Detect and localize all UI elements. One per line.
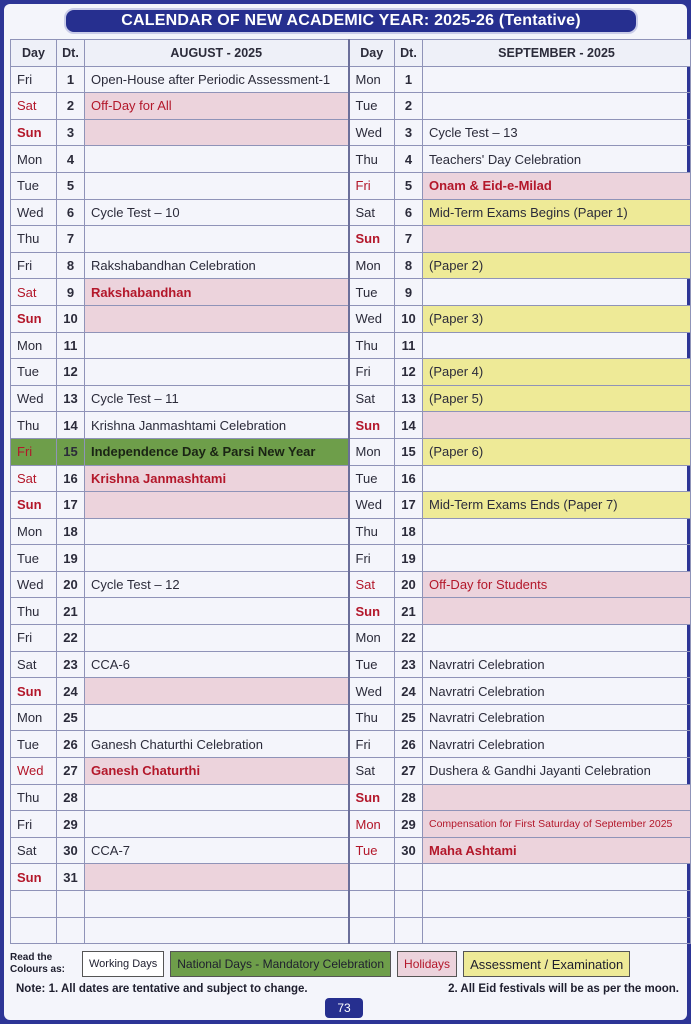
september-date-cell: 4: [395, 146, 423, 173]
calendar-row: [11, 438, 691, 465]
september-event-cell: Onam & Eid-e-Milad: [423, 172, 691, 199]
september-date-cell: 21: [395, 598, 423, 625]
august-date-cell: 18: [57, 518, 85, 545]
august-event-cell: [85, 704, 349, 731]
september-event-cell: [423, 917, 691, 944]
calendar-row: [11, 359, 691, 386]
september-day-cell: Tue: [349, 93, 395, 120]
september-day-cell: Thu: [349, 704, 395, 731]
september-event-cell: Navratri Celebration: [423, 704, 691, 731]
august-event-cell: CCA-6: [85, 651, 349, 678]
august-event-cell: Open-House after Periodic Assessment-1: [85, 66, 349, 93]
calendar-row: [11, 837, 691, 864]
september-event-cell: [423, 465, 691, 492]
august-day-cell: Fri: [11, 625, 57, 652]
august-date-cell: 6: [57, 199, 85, 226]
header-september: SEPTEMBER - 2025: [423, 40, 691, 67]
september-date-cell: 28: [395, 784, 423, 811]
august-date-cell: 29: [57, 811, 85, 838]
august-date-cell: 3: [57, 119, 85, 146]
september-date-cell: 15: [395, 438, 423, 465]
august-day-cell: Tue: [11, 359, 57, 386]
calendar-row: [11, 172, 691, 199]
august-day-cell: Sat: [11, 651, 57, 678]
august-event-cell: Cycle Test – 11: [85, 385, 349, 412]
august-event-cell: [85, 359, 349, 386]
september-event-cell: [423, 518, 691, 545]
august-day-cell: [11, 917, 57, 944]
september-event-cell: [423, 279, 691, 306]
august-event-cell: [85, 226, 349, 253]
august-event-cell: [85, 146, 349, 173]
september-event-cell: [423, 412, 691, 439]
august-event-cell: [85, 891, 349, 918]
september-date-cell: 6: [395, 199, 423, 226]
august-event-cell: [85, 917, 349, 944]
september-event-cell: [423, 864, 691, 891]
august-day-cell: Thu: [11, 412, 57, 439]
september-day-cell: Sat: [349, 385, 395, 412]
august-event-cell: [85, 119, 349, 146]
calendar-table: [10, 39, 691, 944]
august-day-cell: Fri: [11, 66, 57, 93]
september-day-cell: Fri: [349, 545, 395, 572]
august-date-cell: 22: [57, 625, 85, 652]
august-day-cell: Sun: [11, 678, 57, 705]
september-event-cell: Mid-Term Exams Begins (Paper 1): [423, 199, 691, 226]
legend-working-days: Working Days: [82, 951, 164, 977]
calendar-sheet: [4, 4, 687, 1020]
september-day-cell: Thu: [349, 146, 395, 173]
september-event-cell: Navratri Celebration: [423, 678, 691, 705]
color-legend: [10, 949, 690, 979]
august-event-cell: Off-Day for All: [85, 93, 349, 120]
header-day-aug: Day: [11, 40, 57, 67]
legend-assessment: Assessment / Examination: [463, 951, 630, 977]
september-event-cell: Dushera & Gandhi Jayanti Celebration: [423, 758, 691, 785]
august-event-cell: Cycle Test – 12: [85, 571, 349, 598]
calendar-row: [11, 678, 691, 705]
august-date-cell: 17: [57, 492, 85, 519]
header-dt-aug: Dt.: [57, 40, 85, 67]
september-date-cell: 20: [395, 571, 423, 598]
august-day-cell: Mon: [11, 146, 57, 173]
calendar-row: [11, 571, 691, 598]
september-date-cell: [395, 864, 423, 891]
august-day-cell: Wed: [11, 571, 57, 598]
september-date-cell: 9: [395, 279, 423, 306]
august-day-cell: Sun: [11, 119, 57, 146]
calendar-body: [11, 66, 691, 944]
september-day-cell: Mon: [349, 811, 395, 838]
september-event-cell: [423, 332, 691, 359]
august-date-cell: 13: [57, 385, 85, 412]
august-event-cell: Krishna Janmashtami: [85, 465, 349, 492]
august-day-cell: Sun: [11, 305, 57, 332]
august-day-cell: Mon: [11, 704, 57, 731]
august-date-cell: 31: [57, 864, 85, 891]
calendar-row: [11, 758, 691, 785]
august-day-cell: Wed: [11, 758, 57, 785]
august-day-cell: Fri: [11, 252, 57, 279]
august-date-cell: 7: [57, 226, 85, 253]
september-event-cell: Navratri Celebration: [423, 651, 691, 678]
august-date-cell: 9: [57, 279, 85, 306]
august-day-cell: Sun: [11, 492, 57, 519]
september-event-cell: Teachers' Day Celebration: [423, 146, 691, 173]
calendar-row: [11, 305, 691, 332]
september-date-cell: 16: [395, 465, 423, 492]
august-day-cell: Sat: [11, 93, 57, 120]
september-day-cell: Mon: [349, 66, 395, 93]
header-august: AUGUST - 2025: [85, 40, 349, 67]
september-event-cell: [423, 545, 691, 572]
september-date-cell: 12: [395, 359, 423, 386]
august-date-cell: 30: [57, 837, 85, 864]
august-date-cell: 16: [57, 465, 85, 492]
september-event-cell: [423, 66, 691, 93]
page-number: 73: [325, 998, 363, 1018]
calendar-row: [11, 891, 691, 918]
august-day-cell: Sun: [11, 864, 57, 891]
august-date-cell: 27: [57, 758, 85, 785]
september-date-cell: 18: [395, 518, 423, 545]
august-date-cell: 28: [57, 784, 85, 811]
september-date-cell: 23: [395, 651, 423, 678]
calendar-row: [11, 492, 691, 519]
august-event-cell: Ganesh Chaturthi: [85, 758, 349, 785]
august-date-cell: 1: [57, 66, 85, 93]
september-date-cell: 30: [395, 837, 423, 864]
calendar-row: [11, 864, 691, 891]
august-event-cell: [85, 492, 349, 519]
august-date-cell: 21: [57, 598, 85, 625]
september-date-cell: [395, 917, 423, 944]
september-day-cell: Sat: [349, 571, 395, 598]
september-day-cell: Tue: [349, 651, 395, 678]
calendar-row: [11, 545, 691, 572]
september-event-cell: (Paper 5): [423, 385, 691, 412]
august-event-cell: [85, 678, 349, 705]
calendar-row: [11, 412, 691, 439]
august-date-cell: 12: [57, 359, 85, 386]
august-day-cell: Sat: [11, 465, 57, 492]
note-eid: 2. All Eid festivals will be as per the moon.: [448, 983, 679, 995]
calendar-row: [11, 465, 691, 492]
september-day-cell: Thu: [349, 332, 395, 359]
september-day-cell: Mon: [349, 252, 395, 279]
august-date-cell: [57, 917, 85, 944]
header-row: [11, 40, 691, 67]
august-date-cell: 26: [57, 731, 85, 758]
september-day-cell: Sun: [349, 598, 395, 625]
september-date-cell: 26: [395, 731, 423, 758]
september-day-cell: Wed: [349, 305, 395, 332]
august-date-cell: [57, 891, 85, 918]
august-day-cell: Tue: [11, 545, 57, 572]
september-date-cell: 13: [395, 385, 423, 412]
september-date-cell: 7: [395, 226, 423, 253]
august-event-cell: [85, 598, 349, 625]
calendar-row: [11, 784, 691, 811]
august-date-cell: 24: [57, 678, 85, 705]
calendar-row: [11, 917, 691, 944]
calendar-row: [11, 252, 691, 279]
calendar-row: [11, 226, 691, 253]
august-event-cell: [85, 518, 349, 545]
september-event-cell: [423, 784, 691, 811]
september-date-cell: 10: [395, 305, 423, 332]
august-date-cell: 5: [57, 172, 85, 199]
august-day-cell: Fri: [11, 438, 57, 465]
september-date-cell: 2: [395, 93, 423, 120]
calendar-row: [11, 146, 691, 173]
august-date-cell: 10: [57, 305, 85, 332]
september-date-cell: 17: [395, 492, 423, 519]
september-event-cell: [423, 226, 691, 253]
august-date-cell: 23: [57, 651, 85, 678]
august-event-cell: [85, 625, 349, 652]
calendar-row: [11, 119, 691, 146]
august-event-cell: Rakshabandhan Celebration: [85, 252, 349, 279]
september-day-cell: Sun: [349, 412, 395, 439]
september-event-cell: [423, 598, 691, 625]
september-day-cell: Sun: [349, 226, 395, 253]
august-day-cell: Sat: [11, 279, 57, 306]
september-day-cell: Thu: [349, 518, 395, 545]
september-day-cell: Tue: [349, 465, 395, 492]
august-event-cell: [85, 305, 349, 332]
august-date-cell: 25: [57, 704, 85, 731]
september-event-cell: (Paper 3): [423, 305, 691, 332]
september-event-cell: Maha Ashtami: [423, 837, 691, 864]
september-event-cell: [423, 93, 691, 120]
september-date-cell: 19: [395, 545, 423, 572]
august-date-cell: 20: [57, 571, 85, 598]
legend-label: Read the Colours as:: [10, 952, 66, 975]
september-event-cell: [423, 625, 691, 652]
september-day-cell: Fri: [349, 172, 395, 199]
september-date-cell: 25: [395, 704, 423, 731]
august-date-cell: 19: [57, 545, 85, 572]
august-day-cell: Tue: [11, 172, 57, 199]
september-day-cell: Wed: [349, 492, 395, 519]
september-day-cell: Mon: [349, 625, 395, 652]
september-day-cell: Tue: [349, 837, 395, 864]
header-dt-sep: Dt.: [395, 40, 423, 67]
august-date-cell: 15: [57, 438, 85, 465]
header-day-sep: Day: [349, 40, 395, 67]
september-event-cell: Cycle Test – 13: [423, 119, 691, 146]
september-event-cell: Navratri Celebration: [423, 731, 691, 758]
calendar-row: [11, 385, 691, 412]
september-event-cell: Compensation for First Saturday of September 2025: [423, 811, 691, 838]
august-day-cell: Tue: [11, 731, 57, 758]
september-date-cell: [395, 891, 423, 918]
september-date-cell: 14: [395, 412, 423, 439]
legend-holidays: Holidays: [397, 951, 457, 977]
calendar-row: [11, 66, 691, 93]
calendar-row: [11, 704, 691, 731]
august-event-cell: [85, 545, 349, 572]
september-event-cell: (Paper 2): [423, 252, 691, 279]
september-day-cell: Wed: [349, 678, 395, 705]
calendar-row: [11, 625, 691, 652]
august-event-cell: Rakshabandhan: [85, 279, 349, 306]
august-day-cell: Thu: [11, 598, 57, 625]
august-day-cell: Thu: [11, 784, 57, 811]
september-day-cell: Sat: [349, 758, 395, 785]
september-day-cell: Mon: [349, 438, 395, 465]
legend-national-days: National Days - Mandatory Celebration: [170, 951, 391, 977]
august-date-cell: 8: [57, 252, 85, 279]
september-event-cell: (Paper 6): [423, 438, 691, 465]
august-event-cell: CCA-7: [85, 837, 349, 864]
calendar-row: [11, 598, 691, 625]
august-event-cell: Cycle Test – 10: [85, 199, 349, 226]
note-tentative: Note: 1. All dates are tentative and subject to change.: [16, 983, 308, 995]
calendar-row: [11, 199, 691, 226]
august-date-cell: 14: [57, 412, 85, 439]
september-date-cell: 11: [395, 332, 423, 359]
september-event-cell: Off-Day for Students: [423, 571, 691, 598]
september-date-cell: 27: [395, 758, 423, 785]
calendar-row: [11, 731, 691, 758]
september-day-cell: Tue: [349, 279, 395, 306]
august-date-cell: 4: [57, 146, 85, 173]
august-day-cell: Thu: [11, 226, 57, 253]
august-day-cell: [11, 891, 57, 918]
august-day-cell: Wed: [11, 199, 57, 226]
august-day-cell: Mon: [11, 332, 57, 359]
calendar-row: [11, 811, 691, 838]
september-event-cell: Mid-Term Exams Ends (Paper 7): [423, 492, 691, 519]
page-title: CALENDAR OF NEW ACADEMIC YEAR: 2025-26 (Tentative): [64, 8, 638, 34]
august-event-cell: [85, 811, 349, 838]
august-event-cell: [85, 332, 349, 359]
september-date-cell: 5: [395, 172, 423, 199]
september-date-cell: 3: [395, 119, 423, 146]
calendar-row: [11, 332, 691, 359]
september-day-cell: [349, 864, 395, 891]
calendar-row: [11, 93, 691, 120]
september-day-cell: Wed: [349, 119, 395, 146]
september-day-cell: Fri: [349, 731, 395, 758]
calendar-grid: [10, 39, 690, 944]
august-date-cell: 2: [57, 93, 85, 120]
calendar-row: [11, 279, 691, 306]
september-day-cell: Sun: [349, 784, 395, 811]
september-date-cell: 8: [395, 252, 423, 279]
august-day-cell: Mon: [11, 518, 57, 545]
august-event-cell: Krishna Janmashtami Celebration: [85, 412, 349, 439]
august-event-cell: [85, 864, 349, 891]
september-date-cell: 1: [395, 66, 423, 93]
september-day-cell: Sat: [349, 199, 395, 226]
september-day-cell: [349, 891, 395, 918]
august-event-cell: [85, 784, 349, 811]
august-event-cell: Ganesh Chaturthi Celebration: [85, 731, 349, 758]
september-date-cell: 22: [395, 625, 423, 652]
august-event-cell: Independence Day & Parsi New Year: [85, 438, 349, 465]
august-day-cell: Fri: [11, 811, 57, 838]
september-date-cell: 29: [395, 811, 423, 838]
august-event-cell: [85, 172, 349, 199]
august-day-cell: Wed: [11, 385, 57, 412]
september-event-cell: [423, 891, 691, 918]
september-day-cell: Fri: [349, 359, 395, 386]
september-event-cell: (Paper 4): [423, 359, 691, 386]
august-date-cell: 11: [57, 332, 85, 359]
calendar-row: [11, 651, 691, 678]
calendar-row: [11, 518, 691, 545]
september-date-cell: 24: [395, 678, 423, 705]
september-day-cell: [349, 917, 395, 944]
august-day-cell: Sat: [11, 837, 57, 864]
